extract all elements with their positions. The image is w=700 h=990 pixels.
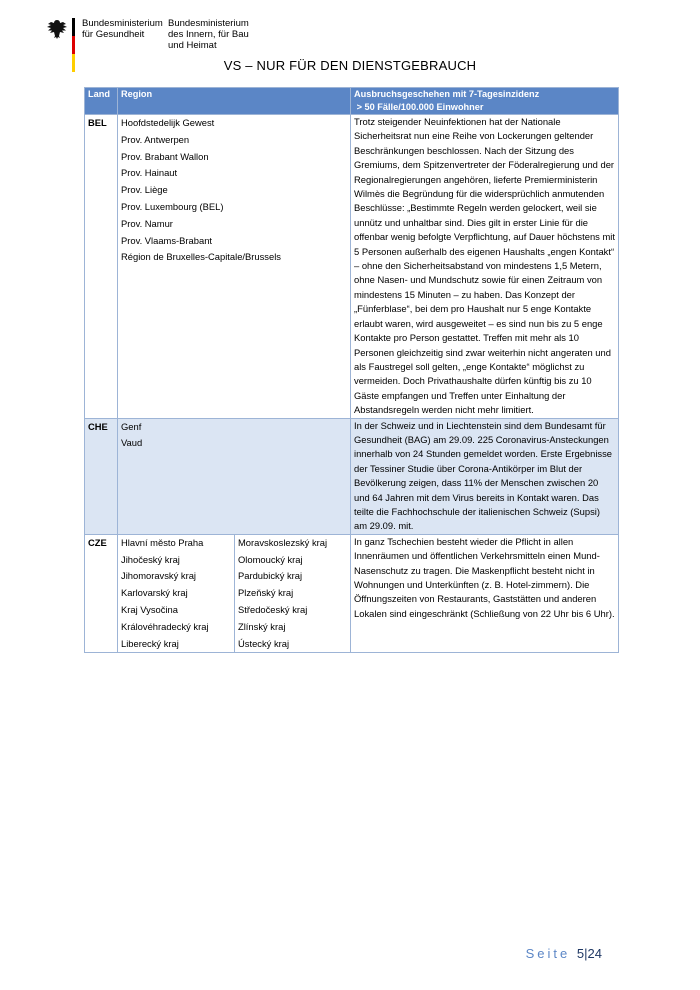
region-list: Genf Vaud	[118, 418, 351, 534]
page-total: 24	[587, 946, 602, 961]
table-row-che	[85, 418, 619, 534]
page-separator: |	[584, 946, 588, 961]
table-row-cze	[85, 534, 619, 653]
region-list-left: Hlavní město Praha Jihočeský kraj Jihomoravský kraj Karlovarský kraj Kraj Vysočina Královéhradecký kraj Liberecký kraj	[118, 534, 235, 653]
table-header-row	[85, 88, 619, 115]
header-region: Region	[118, 88, 351, 115]
outbreak-table	[84, 87, 619, 653]
page-label: Seite	[525, 946, 571, 961]
header-land: Land	[85, 88, 118, 115]
header-outbreak: Ausbruchsgeschehen mit 7-Tagesinzidenz > 50 Fälle/100.000 Einwohner	[351, 88, 619, 115]
outbreak-description: Trotz steigender Neuinfektionen hat der Nationale Sicherheitsrat nun eine Reihe von Lockerungen geltender Beschränkungen beschlossen. Nach der Sitzung des Gremiums, dem Spitzenvertreter der Föderalregierung und der Regionalregierungen angehören, lieferte Premierministerin Wilmès die Begründung für die widersprüchlich anmutenden Beschlüsse: „Bestimmte Regeln werden gelockert, weil sie unnütz und unhaltbar sind. Dies gilt in erster Linie für die offenbar wenig befolgte Verpflichtung, auf Dauer höchstens mit 5 Personen außerhalb des eigenen Haushalts „engen Kontakt“ – ohne den Sicherheitsabstand von mindestens 1,5 Metern, ohne Nasen- und Mundschutz sowie für einen Zeitraum von mindestens 15 Minuten – zu haben. Das Konzept der „Fünferblase“, bei dem pro Haushalt nur 5 enge Kontakte erlaubt waren, wird ausgeweitet – es sind nun bis zu 5 enge Kontakte pro Person gestattet. Treffen mit mehr als 10 Personen gleichzeitig sind zwar weiterhin nicht angeraten und als Faustregel soll gelten, „enge Kontakte“ möglichst zu vermeiden. Doch Privathaushalte dürfen künftig bis zu 10 Gäste empfangen und Treffen unter Einhaltung der Abstandsregeln werden nicht mehr limitiert.	[351, 115, 619, 419]
country-code: BEL	[85, 115, 118, 419]
country-code: CHE	[85, 418, 118, 534]
outbreak-description: In ganz Tschechien besteht wieder die Pflicht in allen Innenräumen und öffentlichen Verkehrsmitteln einen Mund-Nasenschutz zu tragen. Die Maskenpflicht besteht nicht in Wohnungen und Unterkünften (z. B. Hotel-zimmern). Die Öffnungszeiten von Restaurants, Gaststätten und anderen Lokalen sind eingeschränkt (Schließung von 22 Uhr bis 6 Uhr).	[351, 534, 619, 653]
page-footer	[526, 946, 602, 961]
ministry-health-name: Bundesministerium für Gesundheit	[82, 18, 163, 40]
federal-eagle-icon	[46, 18, 68, 40]
ministry-interior-name: Bundesministerium des Innern, für Bau und Heimat	[168, 18, 249, 51]
page-number: 5	[576, 946, 585, 961]
country-code: CZE	[85, 534, 118, 653]
table-row-bel	[85, 115, 619, 419]
region-list-right: Moravskoslezský kraj Olomoucký kraj Pardubický kraj Plzeňský kraj Středočeský kraj Zlínský kraj Ústecký kraj	[235, 534, 351, 653]
outbreak-description: In der Schweiz und in Liechtenstein sind dem Bundesamt für Gesundheit (BAG) am 29.09. 225 Coronavirus-Ansteckungen innerhalb von 24 Stunden gemeldet worden. Erste Ergebnisse der Tessiner Studie über Corona-Antikörper im Blut der Bevölkerung zeigen, dass 11% der Menschen zwischen 20 und 64 Jahren mit dem Virus bereits in Kontakt waren. Das teilte die Fachhochschule der italienischen Schweiz (Supsi) am 29.09. mit.	[351, 418, 619, 534]
classification-heading: VS – NUR FÜR DEN DIENSTGEBRAUCH	[223, 58, 477, 73]
region-list: Hoofdstedelijk Gewest Prov. Antwerpen Prov. Brabant Wallon Prov. Hainaut Prov. Liège Prov. Luxembourg (BEL) Prov. Namur Prov. Vlaams-Brabant Région de Bruxelles-Capitale/Brussels	[118, 115, 351, 419]
